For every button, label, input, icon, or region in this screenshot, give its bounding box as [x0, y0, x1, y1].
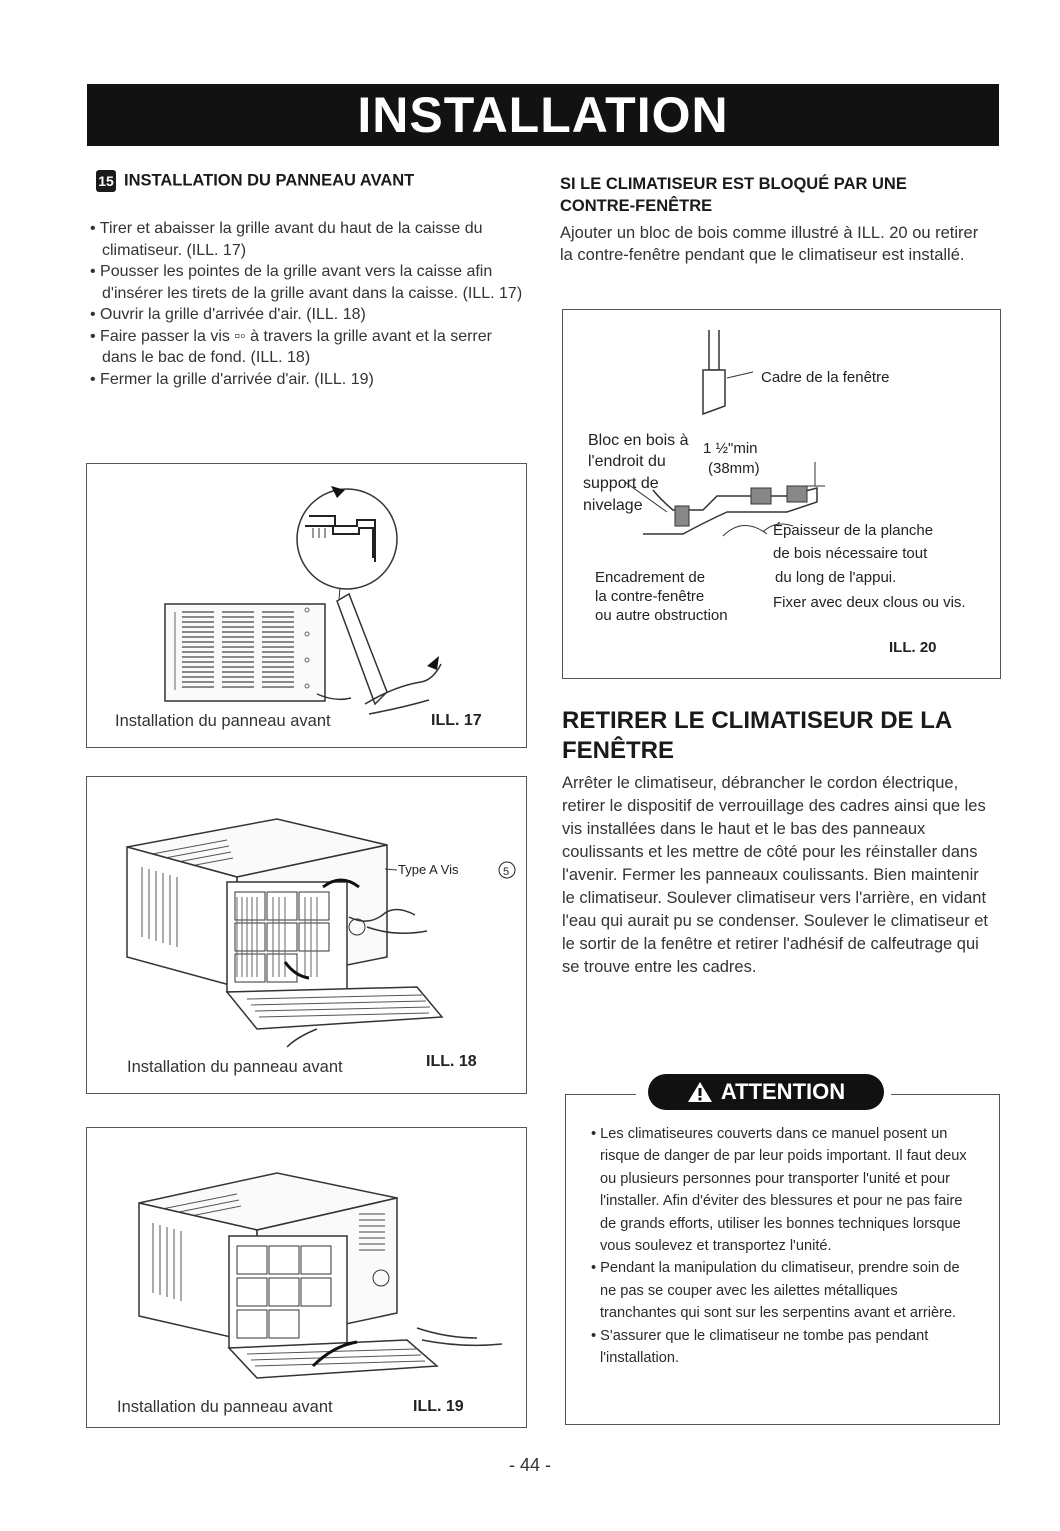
fix-label: Fixer avec deux clous ou vis. — [773, 594, 966, 611]
attention-item: • Pendant la manipulation du climatiseur, prendre soin de ne pas se couper avec les ailettes métalliques tranchantes qui sont sur les serpentins avant et arrière. — [590, 1257, 970, 1324]
window-frame-label: Cadre de la fenêtre — [761, 369, 890, 386]
block-label: l'endroit du — [588, 453, 666, 470]
instruction-item: • Faire passer la vis ▫◦ à travers la grille avant et la serrer dans le bac de fond. (ILL. 18) — [88, 326, 528, 369]
block-label: support de — [583, 475, 659, 492]
figure-caption: Installation du panneau avant — [117, 1398, 333, 1416]
step-title: INSTALLATION DU PANNEAU AVANT — [124, 171, 415, 190]
page-number: - 44 - — [508, 1455, 551, 1475]
attention-box — [565, 1079, 1000, 1425]
attention-item: • Les climatiseures couverts dans ce manuel posent un risque de danger de par leur poids important. Il faut deux ou plusieurs personnes pour transporter l'unité et pour l'installer. Afin d'éviter des blessures et pour ne pas faire de grands efforts, utiliser les bonnes techniques lorsque vous soulevez et transportez l'unité. — [590, 1123, 970, 1257]
storm-window-text: Ajouter un bloc de bois comme illustré à ILL. 20 ou retirer la contre-fenêtre pendant que le climatiseur est installé. — [560, 224, 979, 264]
svg-text:5: 5 — [503, 866, 510, 878]
figure-ill-20 — [562, 309, 1001, 679]
screw-label: Type A Vis — [398, 862, 459, 877]
dimension-label: 1 ½"min — [703, 440, 758, 457]
attention-badge — [648, 1074, 884, 1110]
page-banner — [87, 84, 999, 146]
figure-ill-19 — [86, 1127, 527, 1428]
attention-item: • S'assurer que le climatiseur ne tombe pas pendant l'installation. — [590, 1325, 970, 1370]
frame-label: ou autre obstruction — [595, 607, 728, 624]
figure-caption: Installation du panneau avant — [127, 1058, 343, 1076]
frame-label: la contre-fenêtre — [595, 588, 705, 605]
instruction-item: • Fermer la grille d'arrivée d'air. (ILL. 19) — [88, 369, 528, 391]
thickness-label: de bois nécessaire tout — [773, 545, 928, 562]
warning-icon — [687, 1081, 713, 1103]
remove-heading: RETIRER LE CLIMATISEUR DE LA FENÊTRE — [562, 707, 952, 764]
banner-title: INSTALLATION — [357, 87, 729, 143]
step-heading — [96, 170, 414, 192]
grille-open-illustration — [87, 777, 526, 1093]
figure-label: ILL. 19 — [413, 1398, 464, 1415]
figure-label: ILL. 20 — [889, 639, 937, 656]
figure-ill-18 — [86, 776, 527, 1094]
instruction-item: • Tirer et abaisser la grille avant du haut de la caisse du climatiseur. (ILL. 17) — [88, 218, 528, 261]
block-label: Bloc en bois à — [588, 432, 689, 449]
attention-list — [590, 1123, 970, 1369]
thickness-label: Épaisseur de la planche — [773, 522, 934, 539]
step-number-badge: 15 — [96, 170, 116, 192]
frame-label: Encadrement de — [595, 569, 706, 586]
figure-ill-17 — [86, 463, 527, 748]
panel-install-illustration — [87, 464, 526, 747]
step-instructions — [88, 218, 528, 390]
figure-caption: Installation du panneau avant — [115, 712, 331, 730]
instruction-item: • Pousser les pointes de la grille avant vers la caisse afin d'insérer les tirets de la grille avant dans la caisse. (ILL. 17) — [88, 261, 528, 304]
thickness-label: du long de l'appui. — [775, 569, 897, 586]
grille-closed-illustration — [87, 1128, 526, 1427]
wood-block-diagram — [563, 310, 1000, 678]
remove-instructions: Arrêter le climatiseur, débrancher le cordon électrique, retirer le dispositif de verrouillage des cadres ainsi que les vis installées dans le haut et le bas des panneaux coulissants et les mettre de côté pour les réinstaller dans l'avenir. Fermer les panneaux coulissants. Bien maintenir le climatiseur. Soulever climatiseur vers l'arrière, en vidant l'eau qui aurait pu se condenser. Soulever le climatiseur et le sortir de la fenêtre et retirer l'adhésif de calfeutrage qui se trouve entre les cadres. — [562, 774, 988, 976]
block-label: nivelage — [583, 497, 643, 514]
attention-label: ATTENTION — [720, 1079, 846, 1104]
storm-title-line-2: CONTRE-FENÊTRE — [560, 197, 713, 215]
dimension-label: (38mm) — [708, 460, 760, 477]
figure-label: ILL. 17 — [431, 712, 482, 729]
instruction-item: • Ouvrir la grille d'arrivée d'air. (ILL. 18) — [88, 304, 528, 326]
storm-window-heading — [560, 173, 907, 217]
storm-title-line-1: SI LE CLIMATISEUR EST BLOQUÉ PAR UNE — [560, 175, 907, 193]
figure-label: ILL. 18 — [426, 1053, 477, 1070]
